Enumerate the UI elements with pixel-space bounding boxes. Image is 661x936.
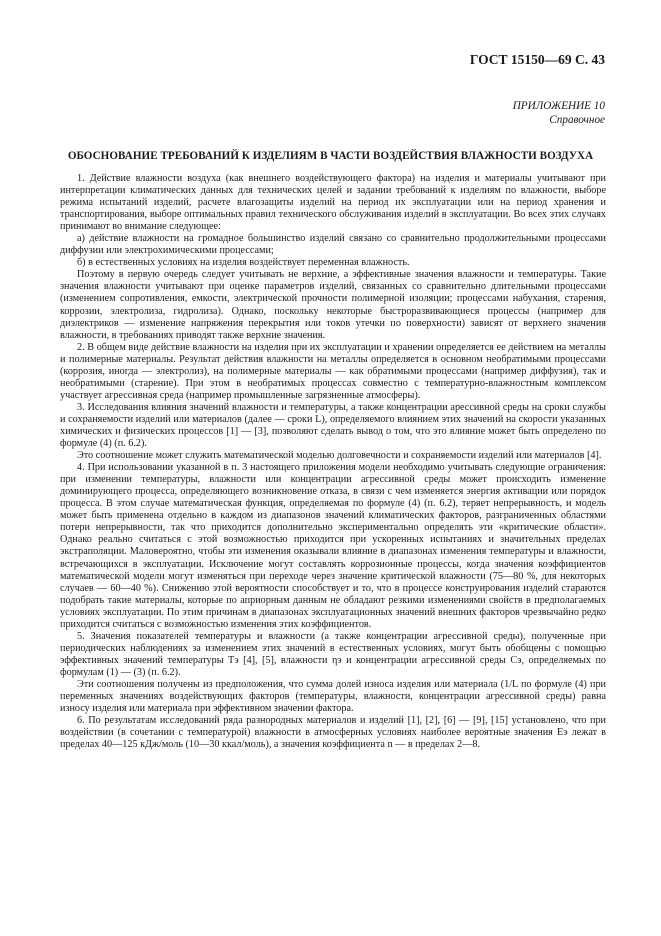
paragraph: б) в естественных условиях на изделия воздействует переменная влажность.: [77, 257, 410, 269]
paragraph: 4. При использовании указанной в п. 3 настоящего приложения модели необходимо учитывать следующие ограничения: при изменении температуры, влажности или концентрации агрессивной среды может происходить изменение доминирующего процесса, определяющего возникновение отказа, в связи с чем изменяется энергия активации или порядок процесса. В этом случае математическая функция, определяемая по формуле (4) (п. 6.2), теряет непрерывность, и модель может быть применена отдельно в каждом из диапазонов значений климатических факторов, разграниченных областями потери непрерывности, так что приходится дополнительно экспериментально определять эти «критические области». Однако реально считаться с этой возможностью приходится при ускоренных испытаниях и значительных пределах экстраполяции. Маловероятно, чтобы эти изменения оказывали влияние в диапазонах изменения температуры и влажности, встречающихся в эксплуатации. Исключение могут составлять коррозионные процессы, когда значения коэффициентов математической модели могут изменяться при переходе через значение критической влажности (75—80 %, для некоторых случаев — 60—40 %). Снижению этой вероятности способствует и то, что в процессе конструирования изделий стараются подобрать такие материалы, которые по априорным данным не обладают резкими изменениями свойств в предполагаемых условиях эксплуатации. По этим причинам в диапазонах эксплуатационных значений внешних факторов чрезвычайно редко приходится считаться с возможностью изменения этих коэффициентов.: [60, 462, 606, 630]
paragraph: Это соотношение может служить математической моделью долговечности и сохраняемости изделий или материалов [4].: [77, 450, 602, 462]
section-title: ОБОСНОВАНИЕ ТРЕБОВАНИЙ К ИЗДЕЛИЯМ В ЧАСТИ ВОЗДЕЙСТВИЯ ВЛАЖНОСТИ ВОЗДУХА: [67, 150, 594, 162]
paragraph: а) действие влажности на громадное большинство изделий связано со сравнительно продолжительными процессами диффузии или электрохимическими процессами;: [60, 233, 606, 257]
page-header: ГОСТ 15150—69 С. 43: [469, 52, 605, 67]
paragraph: 3. Исследования влияния значений влажности и температуры, а также концентрации арессивной среды на сроки службы и сохраняемости изделий или материалов (далее — сроки L), определяемого влиянием этих значений на скорости указанных химических и физических процессов [1] — [3], позволяют сделать вывод о том, что это влияние может быть определено по формуле (4) (п. 6.2).: [60, 401, 606, 450]
appendix-block: [513, 99, 605, 127]
appendix-kind: Справочное: [549, 114, 605, 126]
paragraph: Эти соотношения получены из предположения, что сумма долей износа изделия или материала (1/L по формуле (4) при переменных значениях воздействующих факторов (температуры, влажности, концентрации агрессивной среды) равна износу изделия или материала при эффективном значении фактора.: [60, 678, 606, 715]
paragraph: 2. В общем виде действие влажности на изделия при их эксплуатации и хранении определяется ее действием на металлы и полимерные материалы. Результат действия влажности на металлы определяется в основном необратимыми процессами (коррозия, иногда — электролиз), на полимерные материалы — как обратимыми процессами (например диффузия), так и необратимыми (старение). При этом в необратимых процессах совместно с температурно-влажностным комплексом участвует агрессивная среда (например промышленные загрязненные атмосферы).: [60, 341, 606, 401]
paragraph: 1. Действие влажности воздуха (как внешнего воздействующего фактора) на изделия и материалы учитывают при интерпретации климатических данных для технических целей и задании требований к изделиям по влажности, выборе режима испытаний изделий, расчете влагозащиты изделий на период их эксплуатации или на период хранения и транспортирования, выборе оптимальных правил технического обслуживания изделий в эксплуатации. Во всех этих случаях принимают во внимание следующее:: [60, 173, 606, 233]
appendix-label: ПРИЛОЖЕНИЕ 10: [512, 100, 605, 112]
body-text: [60, 173, 606, 751]
paragraph: Поэтому в первую очередь следует учитывать не верхние, а эффективные значения влажности и температуры. Такие значения влажности учитывают при оценке параметров изделий, связанных со сравнительно длительными процессами (изменением сопротивления, емкости, электрической прочности полимерной изоляции; процессами набухания, старения, коррозии, электролиза, гидролиза). Однако, поскольку некоторые быстроразвивающиеся процессы (например для диэлектриков — изменение напряжения перекрытия или токов утечки по поверхности) зависят от верхнего значения влажности, в требованиях приводят также верхние значения.: [60, 269, 606, 341]
paragraph: 5. Значения показателей температуры и влажности (а также концентрации агрессивной среды), полученные при периодических наблюдениях за изменением этих значений в естественных условиях, могут быть обобщены с помощью эффективных значений температуры Tэ [4], [5], влажности ηэ и концентрации агрессивной среды Cэ, определяемых по формулам (1) — (3) (п. 6.2).: [60, 630, 606, 678]
paragraph: 6. По результатам исследований ряда разнородных материалов и изделий [1], [2], [6] — [9], [15] установлено, что при воздействии (в сочетании с температурой) влажности в атмосферных условиях наиболее вероятные значения Eэ лежат в пределах 40—125 кДж/моль (10—30 ккал/моль), а значения коэффициента n — в пределах 2—8.: [60, 715, 606, 751]
